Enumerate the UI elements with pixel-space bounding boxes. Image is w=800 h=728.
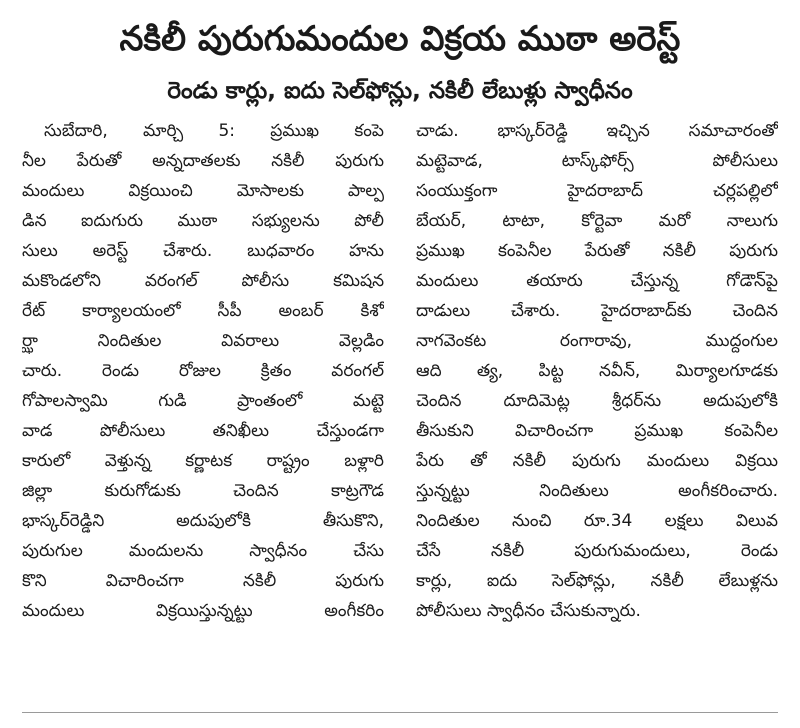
text-line: మందులు విక్రయించి మోసాలకు పాల్ప [22,181,384,201]
text-line: సుబేదారి, మార్చి 5: ప్రముఖ కంపె [44,121,384,141]
text-line: వాడ పోలీసులు తనిఖీలు చేస్తుండగా [22,421,384,441]
text-line: స్తున్నట్టు నిందితులు అంగీకరించారు. [416,481,778,501]
bottom-divider [22,712,778,713]
text-line: తీసుకుని విచారించగా ప్రముఖ కంపెనీల [416,421,778,441]
text-line: మందులు విక్రయిస్తున్నట్టు అంగీకరిం [22,601,384,621]
text-line: పోలీసులు స్వాధీనం చేసుకున్నారు. [416,601,641,621]
text-line: కార్లు, ఐదు సెల్‌ఫోన్లు, నకిలీ లేబుళ్లను [416,571,778,591]
text-line: చేసే నకిలీ పురుగుమందులు, రెండు [416,541,778,561]
text-line: పురుగుల మందులను స్వాధీనం చేసు [22,541,384,561]
text-line: రేట్ కార్యాలయంలో సీపీ అంబర్ కిశో [22,301,384,321]
text-line: కారులో వెళ్తున్న కర్ణాటక రాష్ట్రం బళ్లారి [22,451,384,471]
text-line: సులు అరెస్ట్ చేశారు. బుధవారం హను [22,241,384,261]
text-line: మట్టెవాడ, టాస్క్‌ఫోర్స్ పోలీసులు [416,151,778,171]
text-line: నిందితుల నుంచి రూ.34 లక్షలు విలువ [416,511,778,531]
text-line: ఆది త్య, పిట్ట నవీన్, మిర్యాలగూడకు [416,361,778,381]
text-line: మందులు తయారు చేస్తున్న గోడౌన్‌పై [416,271,778,291]
text-line: దాడులు చేశారు. హైదరాబాద్‌కు చెందిన [416,301,778,321]
text-line: చాడు. భాస్కర్‌రెడ్డి ఇచ్చిన సమాచారంతో [416,121,778,141]
text-line: ప్రముఖ కంపెనీల పేరుతో నకిలీ పురుగు [416,241,778,261]
text-line: గోపాలస్వామి గుడి ప్రాంతంలో మట్టె [22,391,384,411]
text-line: మకొండలోని వరంగల్ పోలీసు కమిషన [22,271,384,291]
article-body [22,116,778,626]
text-line: నీల పేరుతో అన్నదాతలకు నకిలీ పురుగు [22,151,384,171]
text-line: పేరు తో నకిలీ పురుగు మందులు విక్రయి [416,451,778,471]
text-line: సంయుక్తంగా హైదరాబాద్ చర్లపల్లిలో [416,181,778,201]
text-line: కొని విచారించగా నకిలీ పురుగు [22,571,384,591]
text-line: భాస్కర్‌రెడ్డిని అదుపులోకి తీసుకొని, [22,511,384,531]
right-column [416,116,778,626]
text-line: డిన ఐదుగురు ముఠా సభ్యులను పోలీ [22,211,384,231]
text-line: బేయర్, టాటా, కోర్టెవా మరో నాలుగు [416,211,778,231]
subheadline: రెండు కార్లు, ఐదు సెల్‌ఫోన్లు, నకిలీ లేబుళ్లు స్వాధీనం [167,78,633,104]
text-line: చారు. రెండు రోజుల క్రితం వరంగల్ [22,361,384,381]
text-line: ర్ఝా నిందితుల వివరాలు వెల్లడిం [22,331,384,351]
text-line: చెందిన దూదిమెట్ల శ్రీధర్‌ను అదుపులోకి [416,391,778,411]
headline: నకిలీ పురుగుమందుల విక్రయ ముఠా అరెస్ట్ [119,19,681,59]
left-column [22,116,384,626]
text-line: నాగవెంకట రంగారావు, ముద్దంగుల [416,331,778,351]
text-line: జిల్లా కురుగోడుకు చెందిన కాట్రగౌడ [22,481,384,501]
